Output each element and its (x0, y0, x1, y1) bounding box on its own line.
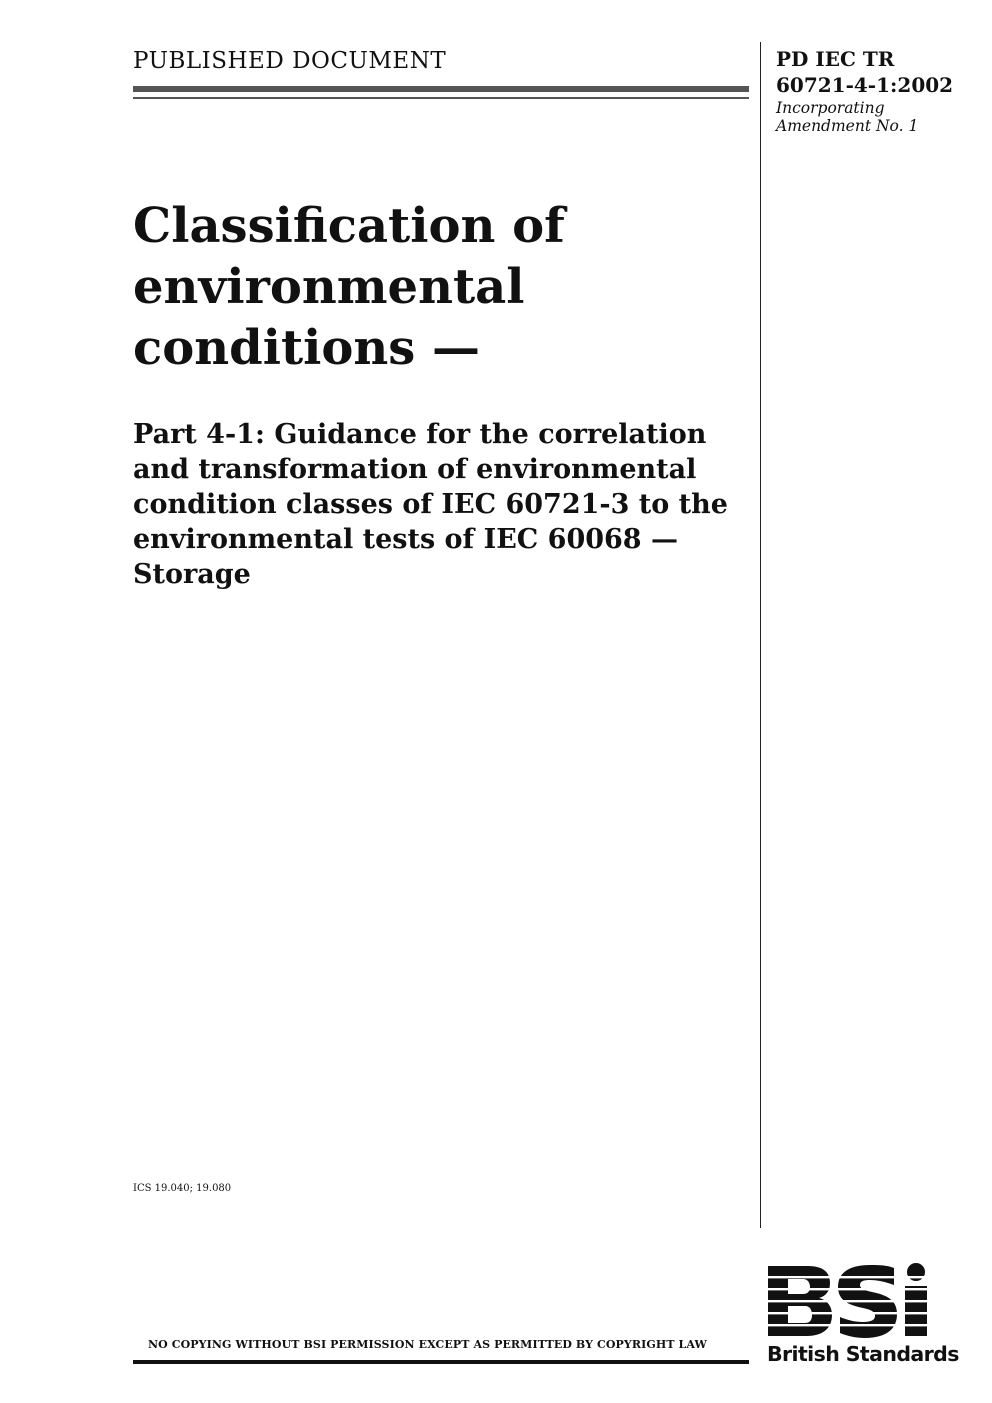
main-title (133, 196, 565, 379)
subtitle-line-1: Part 4-1: Guidance for the correlation (133, 419, 707, 450)
main-title-line-1: Classification of (133, 198, 565, 254)
amendment-line-1: Incorporating (776, 99, 885, 117)
bsi-logo-icon (766, 1262, 946, 1342)
vertical-divider (760, 42, 761, 1228)
amendment-line-2: Amendment No. 1 (776, 117, 919, 135)
main-title-line-2: environmental (133, 259, 525, 315)
ics-code: ICS 19.040; 19.080 (133, 1183, 232, 1194)
subtitle (133, 417, 728, 592)
document-number-line-2: 60721-4-1:2002 (776, 73, 954, 97)
header-rule-thick (133, 86, 749, 92)
subtitle-line-3: condition classes of IEC 60721-3 to the (133, 489, 728, 520)
bsi-logo-text: British Standards (767, 1342, 959, 1366)
bsi-logo (766, 1262, 959, 1370)
published-document-label: PUBLISHED DOCUMENT (133, 48, 447, 74)
main-title-line-3: conditions — (133, 320, 480, 376)
subtitle-line-2: and transformation of environmental (133, 454, 697, 485)
document-number (776, 46, 953, 98)
subtitle-line-4: environmental tests of IEC 60068 — (133, 524, 678, 555)
footer-rule (133, 1360, 749, 1364)
document-number-line-1: PD IEC TR (776, 47, 895, 71)
subtitle-line-5: Storage (133, 559, 251, 590)
copyright-notice: NO COPYING WITHOUT BSI PERMISSION EXCEPT AS PERMITTED BY COPYRIGHT LAW (148, 1338, 707, 1351)
header-rule-thin (133, 97, 749, 99)
amendment-note (776, 99, 918, 135)
